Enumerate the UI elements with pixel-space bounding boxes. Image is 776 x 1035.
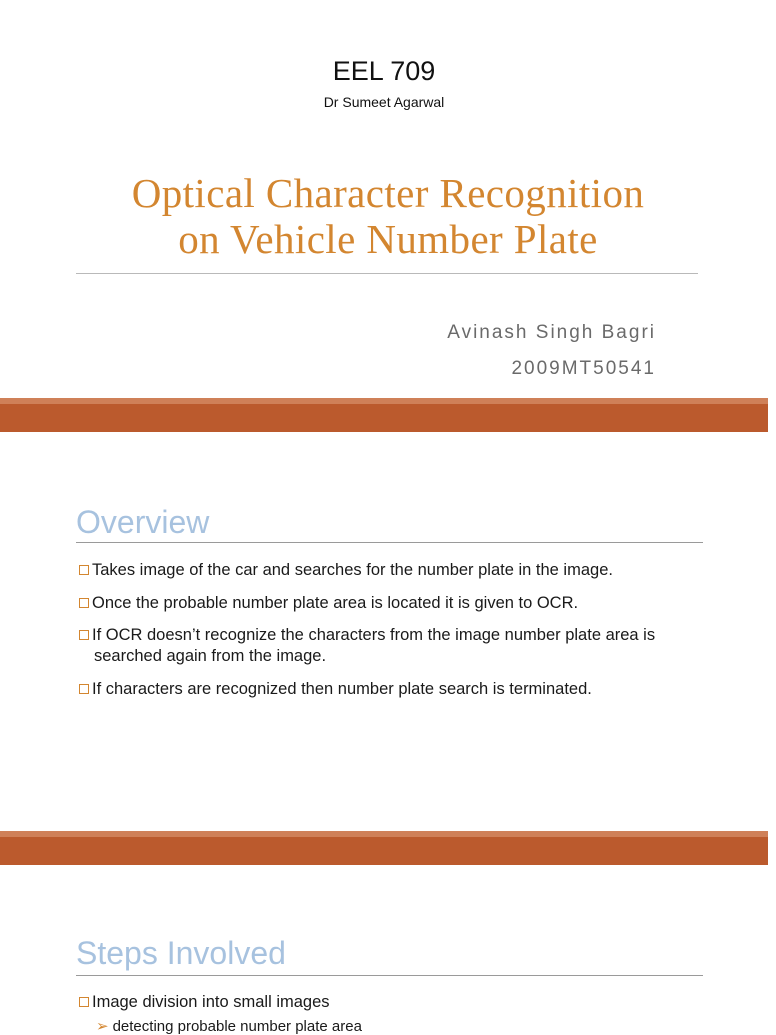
checkbox-bullet-icon [79,630,89,640]
checkbox-bullet-icon [79,598,89,608]
list-item [79,560,711,581]
bullet-text: Once the probable number plate area is located it is given to OCR. [92,593,579,612]
author-name: Avinash Singh Bagri [447,322,656,343]
steps-slide [0,865,768,1035]
bullet-text: If characters are recognized then number plate search is terminated. [92,679,592,698]
checkbox-bullet-icon [79,565,89,575]
band-highlight [0,831,768,837]
bullet-text: Image division into small images [92,993,330,1011]
course-code: EEL 709 [332,56,436,86]
slide-separator-band [0,831,768,865]
title-line-2: on Vehicle Number Plate [178,216,598,262]
band-highlight [0,398,768,404]
checkbox-bullet-icon [79,997,89,1007]
title-divider [76,273,698,274]
slide-heading: Steps Involved [76,935,286,971]
sub-bullet [96,1017,362,1035]
arrow-bullet-icon: ➢ [96,1018,109,1035]
bullet-text: If OCR doesn’t recognize the characters from the image number plate area is searched again from the image. [92,626,656,665]
list-item [79,593,711,614]
author-block [447,315,656,387]
sub-bullet-text: detecting probable number plate area [112,1018,362,1035]
list-item [79,625,711,667]
heading-divider [76,975,703,976]
slide-separator-band [0,398,768,432]
heading-divider [76,542,703,543]
list-item [79,992,711,1013]
title-slide [0,0,768,398]
checkbox-bullet-icon [79,684,89,694]
bullet-list [79,560,711,711]
slide-heading: Overview [76,504,210,540]
presentation-title [0,170,776,262]
author-id: 2009MT50541 [511,358,656,379]
title-line-1: Optical Character Recognition [131,170,645,216]
instructor-name: Dr Sumeet Agarwal [323,94,445,110]
list-item [79,679,711,700]
bullet-text: Takes image of the car and searches for the number plate in the image. [92,561,613,579]
overview-slide [0,432,768,831]
